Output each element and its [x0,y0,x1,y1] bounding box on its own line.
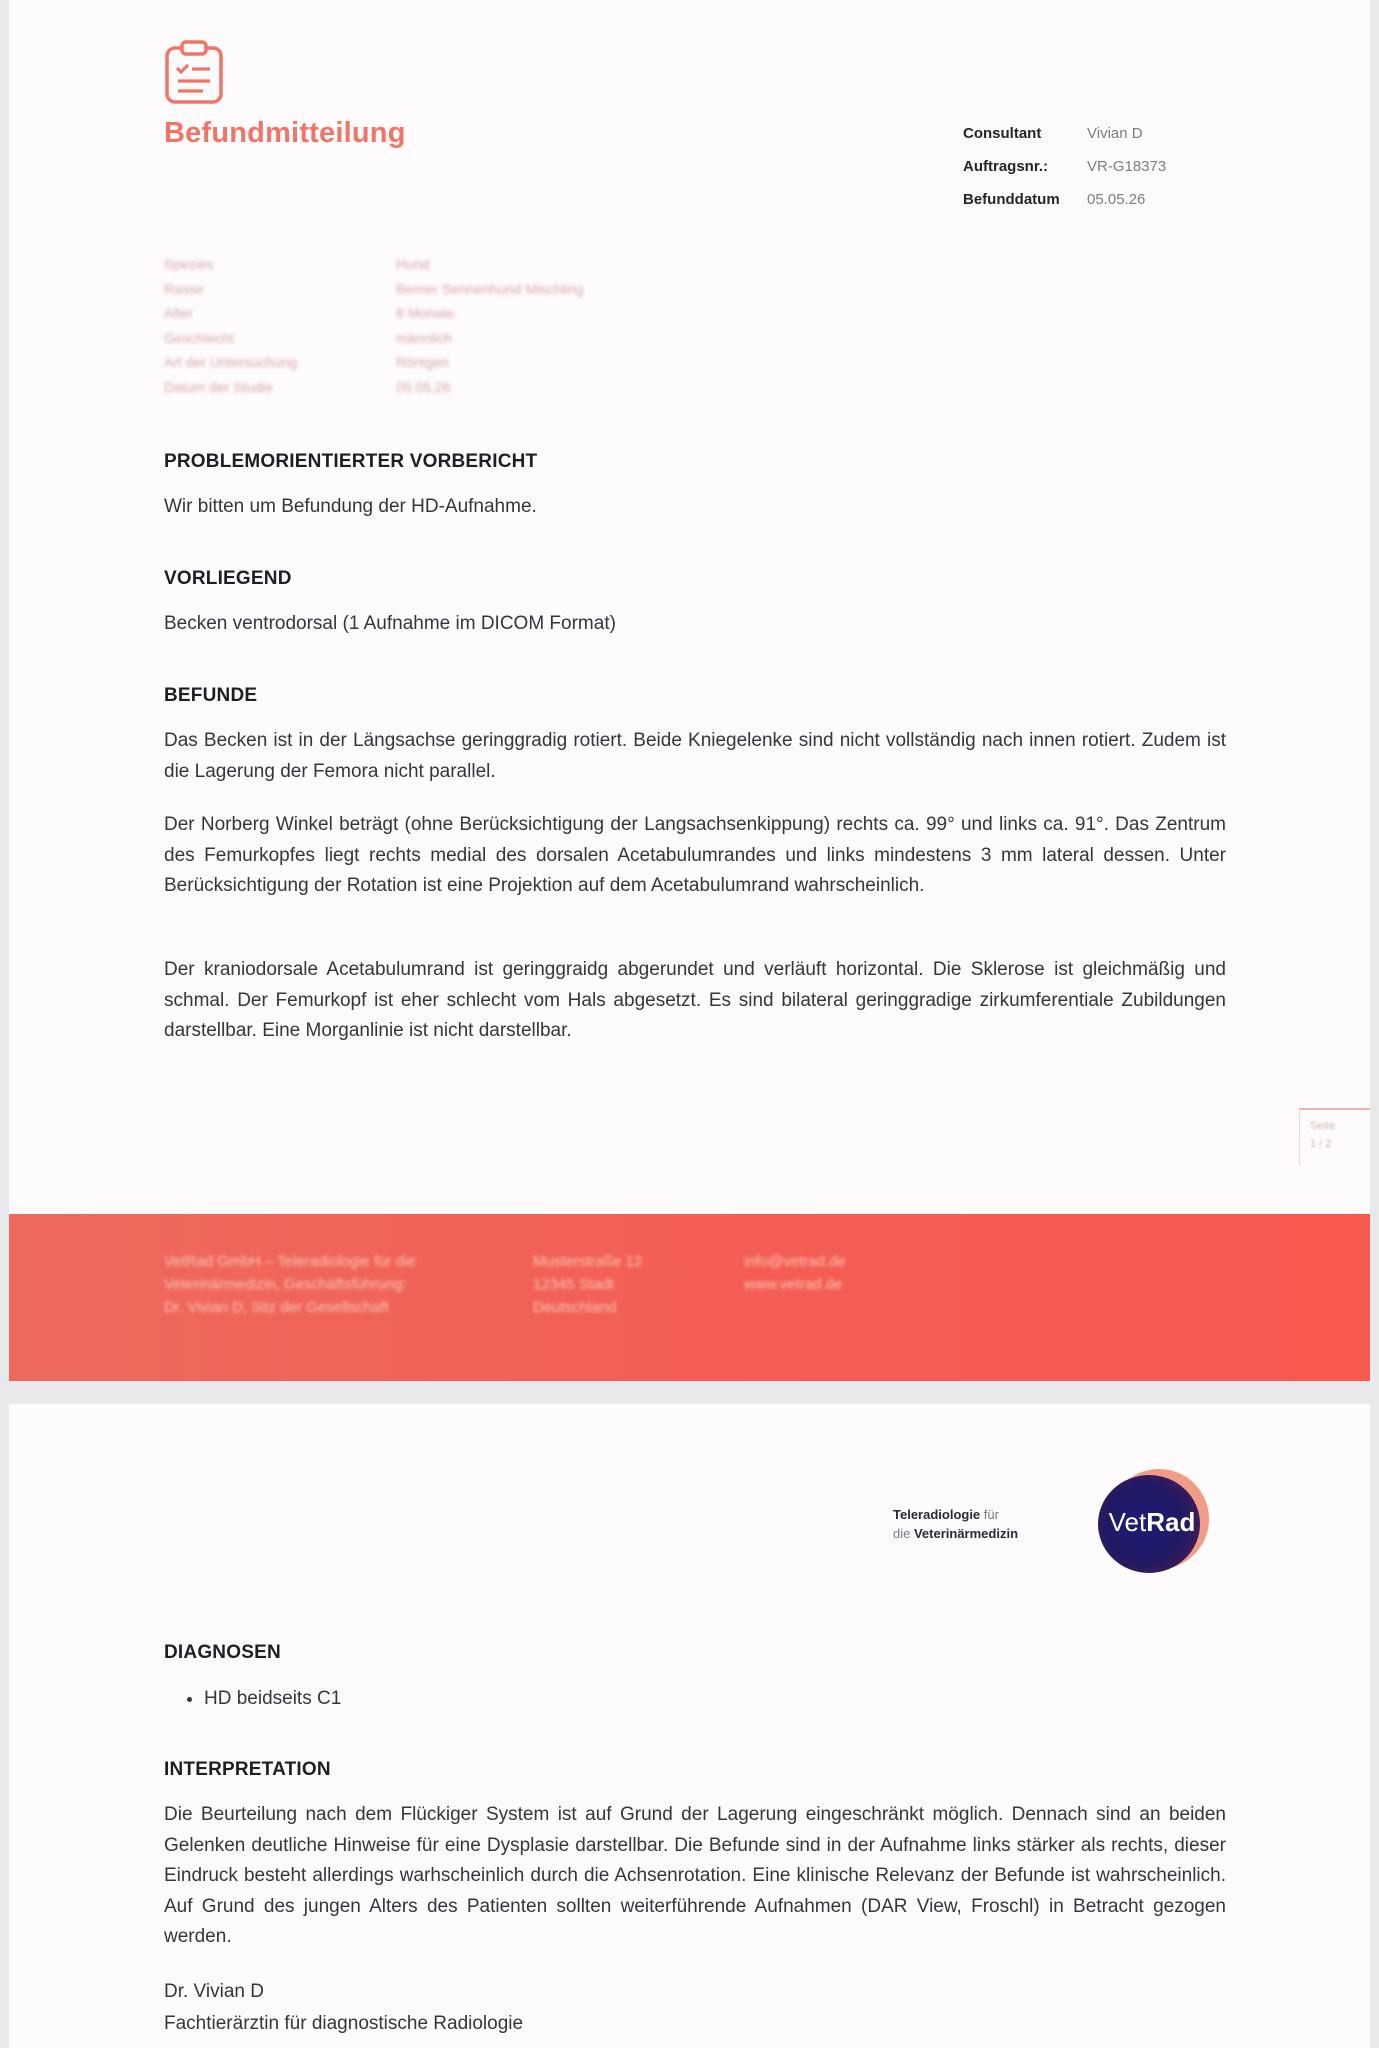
signature-name: Dr. Vivian D [164,1981,264,2002]
patient-info-row: Geschlecht männlich [164,329,453,346]
vorliegend-text: Becken ventrodorsal (1 Aufnahme im DICOM Format) [164,613,616,634]
clipboard-icon [163,39,225,105]
vetrad-logo [1093,1466,1211,1578]
diagnosen-list [164,1684,341,1714]
befunde-paragraph-1: Das Becken ist in der Längsachse geringgradig rotiert. Beide Kniegelenke sind nicht vollständig nach innen rotiert. Zudem ist die Lagerung der Femora nicht parallel. [164,730,1226,782]
patient-info-redacted [164,252,584,399]
interpretation-heading: INTERPRETATION [164,1759,331,1780]
report-page-2 [9,1404,1370,2048]
signature-title: Fachtierärztin für diagnostische Radiologie [164,2013,524,2034]
footer-contact: info@vetrad.de www.vetrad.de [744,1253,846,1293]
footer-bar [9,1214,1370,1381]
vorbericht-heading: PROBLEMORIENTIERTER VORBERICHT [164,451,538,472]
patient-info-row: Alter 8 Monate [164,305,455,321]
report-title: Befundmitteilung [164,117,406,149]
patient-info-row: Art der Untersuchung Röntgen [164,354,449,370]
footer-company-info: VetRad GmbH – Teleradiologie für die Veterinärmedizin, Geschäftsführung: Dr. Vivian D, Sitz der Gesellschaft [164,1253,416,1316]
list-item: • HD beidseits C1 [204,1684,341,1714]
patient-info-row: Datum der Studie 05.05.26 [164,378,451,395]
befunde-paragraph-3: Der kraniodorsale Acetabulumrand ist geringgraidg abgerundet und verläuft horizontal. Die Sklerose ist gleichmäßig und schmal. Der Femurkopf ist eher schlecht vom Hals abgesetzt. Es sind bilateral geringgradige zirkumferentiale Zubildungen darstellbar. Eine Morganlinie ist nicht darstellbar. [164,959,1226,1041]
report-meta [963,117,1166,216]
company-tagline: Teleradiologie für die Veterinärmedizin [893,1507,1019,1541]
meta-consultant: Consultant Vivian D [963,125,1143,142]
interpretation-text: Die Beurteilung nach dem Flückiger System ist auf Grund der Lagerung eingeschränkt möglich. Dennach sind an beiden Gelenken deutliche Hinweise für eine Dysplasie darstellbar. Die Befunde sind in der Aufnahme links stärker als rechts, dieser Eindruck besteht allerdings warhscheinlich durch die Achsenrotation. Eine klinische Relevanz der Befunde ist wahrscheinlich. Auf Grund des jungen Alters des Patienten sollten weiterführende Aufnahmen (DAR View, Froschl) in Betracht gezogen werden. [164,1804,1226,1947]
meta-report-date: Befunddatum 05.05.26 [963,191,1146,208]
vorliegend-heading: VORLIEGEND [164,568,292,589]
meta-order-number: Auftragsnr.: VR-G18373 [963,158,1167,175]
vorbericht-text: Wir bitten um Befundung der HD-Aufnahme. [164,496,537,517]
logo-wordmark: Vet Rad [1108,1506,1196,1537]
diagnosen-heading: DIAGNOSEN [164,1642,281,1663]
patient-info-row: Spezies Hund [164,256,430,272]
page-number-tab: Seite 1 / 2 [1299,1108,1370,1166]
patient-info-row: Rasse Berner Sennenhund Mischling [164,280,584,297]
report-page-1 [9,0,1370,1381]
footer-address: Musterstraße 12 12345 Stadt Deutschland [533,1253,643,1316]
befunde-heading: BEFUNDE [164,685,258,706]
befunde-paragraph-2: Der Norberg Winkel beträgt (ohne Berücksichtigung der Langsachsenkippung) rechts ca. 99° und links ca. 91°. Das Zentrum des Femurkopfes liegt rechts medial des dorsalen Acetabulumrandes und links mindestens 3 mm lateral dessen. Unter Berücksichtigung der Rotation ist eine Projektion auf dem Acetabulumrand wahrscheinlich. [164,814,1226,896]
